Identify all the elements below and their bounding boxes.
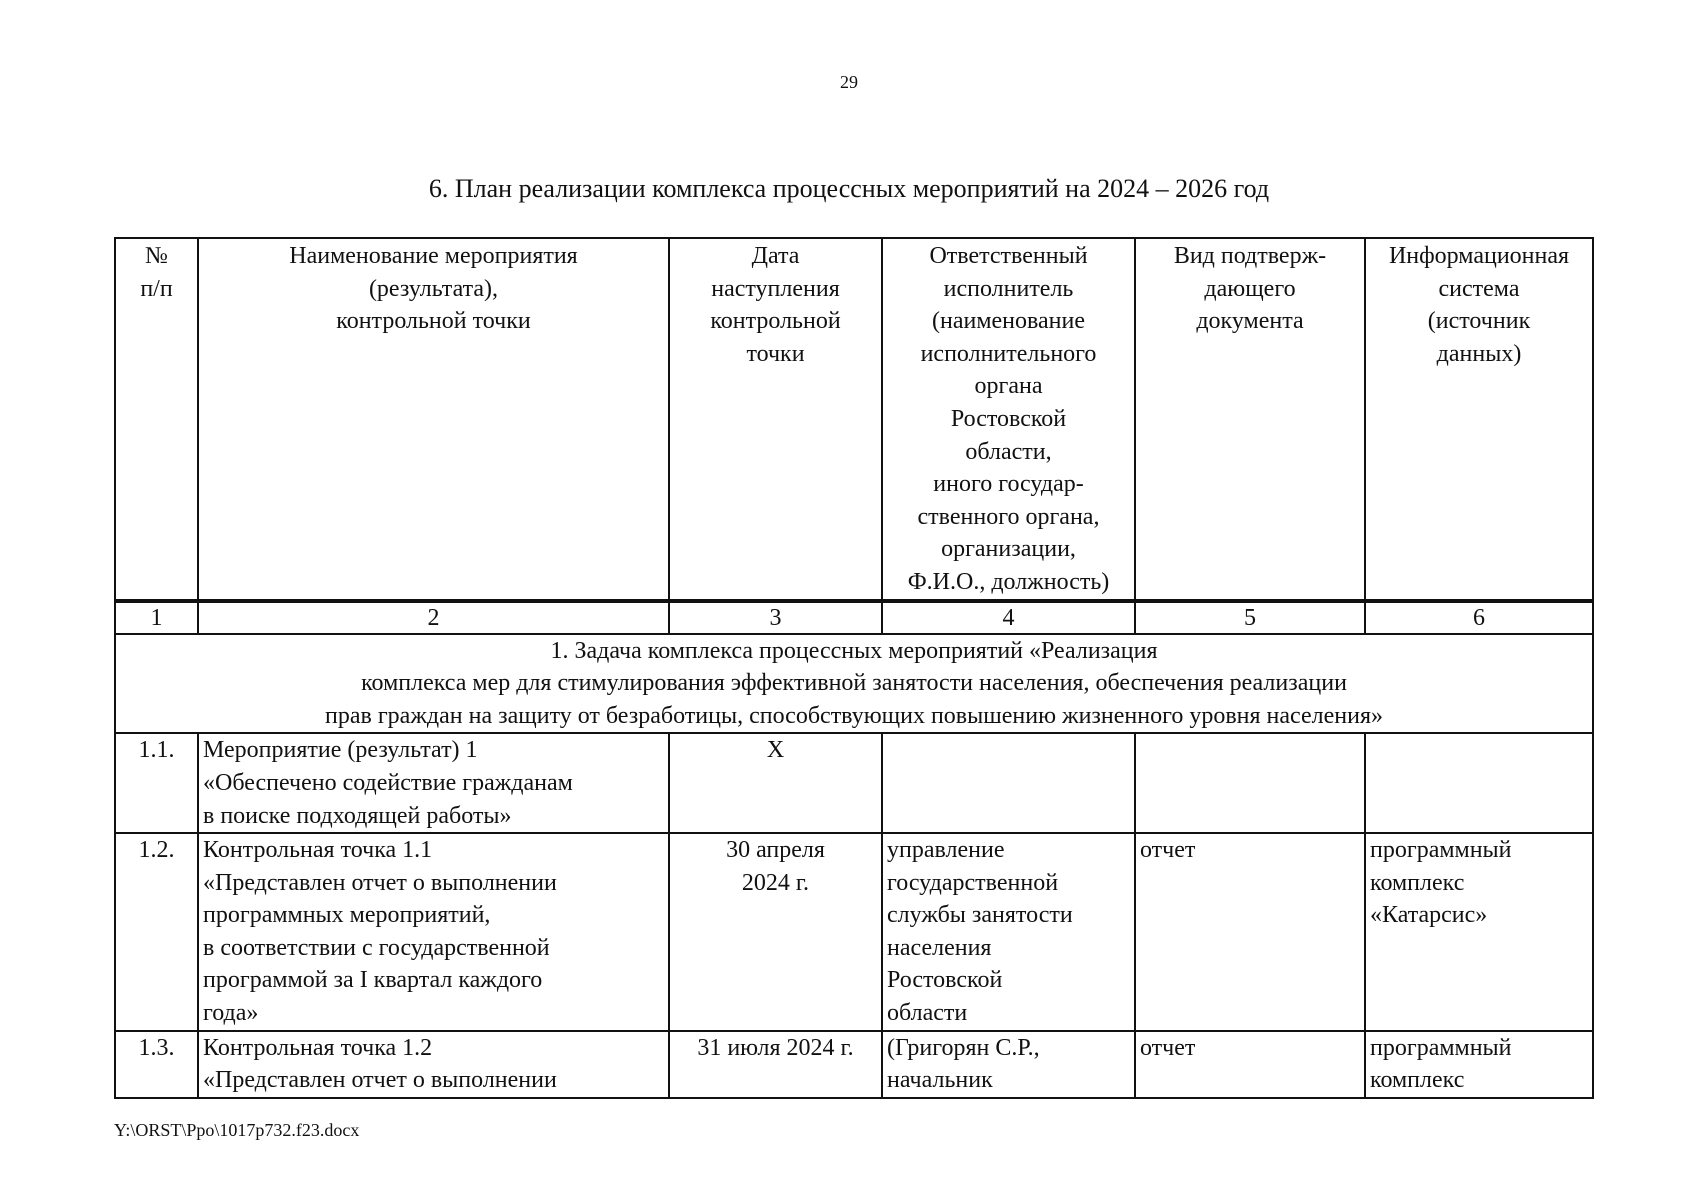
row-doc-type: отчет (1135, 1031, 1365, 1098)
column-number: 5 (1135, 601, 1365, 634)
column-number: 6 (1365, 601, 1593, 634)
row-number: 1.1. (115, 733, 198, 833)
header-cell-number: № п/п (115, 238, 198, 601)
row-responsible: управление государственной службы занятости населения Ростовской области (882, 833, 1135, 1031)
row-info-system: программный комплекс «Катарсис» (1365, 833, 1593, 1031)
header-cell-info-system: Информационная система (источник данных) (1365, 238, 1593, 601)
row-date: 31 июля 2024 г. (669, 1031, 882, 1098)
table-row (115, 733, 1593, 833)
header-cell-date: Дата наступления контрольной точки (669, 238, 882, 601)
row-name: Контрольная точка 1.2 «Представлен отчет о выполнении (198, 1031, 669, 1098)
header-cell-doc-type: Вид подтверж- дающего документа (1135, 238, 1365, 601)
table-row (115, 833, 1593, 1031)
column-number: 4 (882, 601, 1135, 634)
file-path-footer: Y:\ORST\Ppo\1017p732.f23.docx (114, 1120, 360, 1140)
column-number: 2 (198, 601, 669, 634)
row-doc-type (1135, 733, 1365, 833)
row-name: Мероприятие (результат) 1 «Обеспечено содействие гражданам в поиске подходящей работы» (198, 733, 669, 833)
column-number: 3 (669, 601, 882, 634)
task-row (115, 634, 1593, 734)
row-name: Контрольная точка 1.1 «Представлен отчет о выполнении программных мероприятий, в соответствии с государственной программой за I квартал каждого года» (198, 833, 669, 1031)
table-row (115, 1031, 1593, 1098)
header-cell-responsible: Ответственный исполнитель (наименование исполнительного органа Ростовской области, иного государ- ственного органа, организации, Ф.И.О., должность) (882, 238, 1135, 601)
page-number: 29 (840, 72, 858, 92)
row-doc-type: отчет (1135, 833, 1365, 1031)
column-number: 1 (115, 601, 198, 634)
row-number: 1.3. (115, 1031, 198, 1098)
document-title: 6. План реализации комплекса процессных мероприятий на 2024 – 2026 год (428, 174, 1270, 203)
row-responsible (882, 733, 1135, 833)
table-header-row (115, 238, 1593, 601)
row-responsible: (Григорян С.Р., начальник (882, 1031, 1135, 1098)
row-number: 1.2. (115, 833, 198, 1031)
plan-table (114, 237, 1594, 1099)
row-info-system (1365, 733, 1593, 833)
row-info-system: программный комплекс (1365, 1031, 1593, 1098)
row-date: Х (669, 733, 882, 833)
row-date: 30 апреля 2024 г. (669, 833, 882, 1031)
header-cell-name: Наименование мероприятия (результата), контрольной точки (198, 238, 669, 601)
task-description: 1. Задача комплекса процессных мероприятий «Реализация комплекса мер для стимулирования эффективной занятости населения, обеспечения реализации прав граждан на защиту от безработицы, способствующих повышению жизненного уровня населения» (115, 634, 1593, 734)
column-number-row (115, 601, 1593, 634)
